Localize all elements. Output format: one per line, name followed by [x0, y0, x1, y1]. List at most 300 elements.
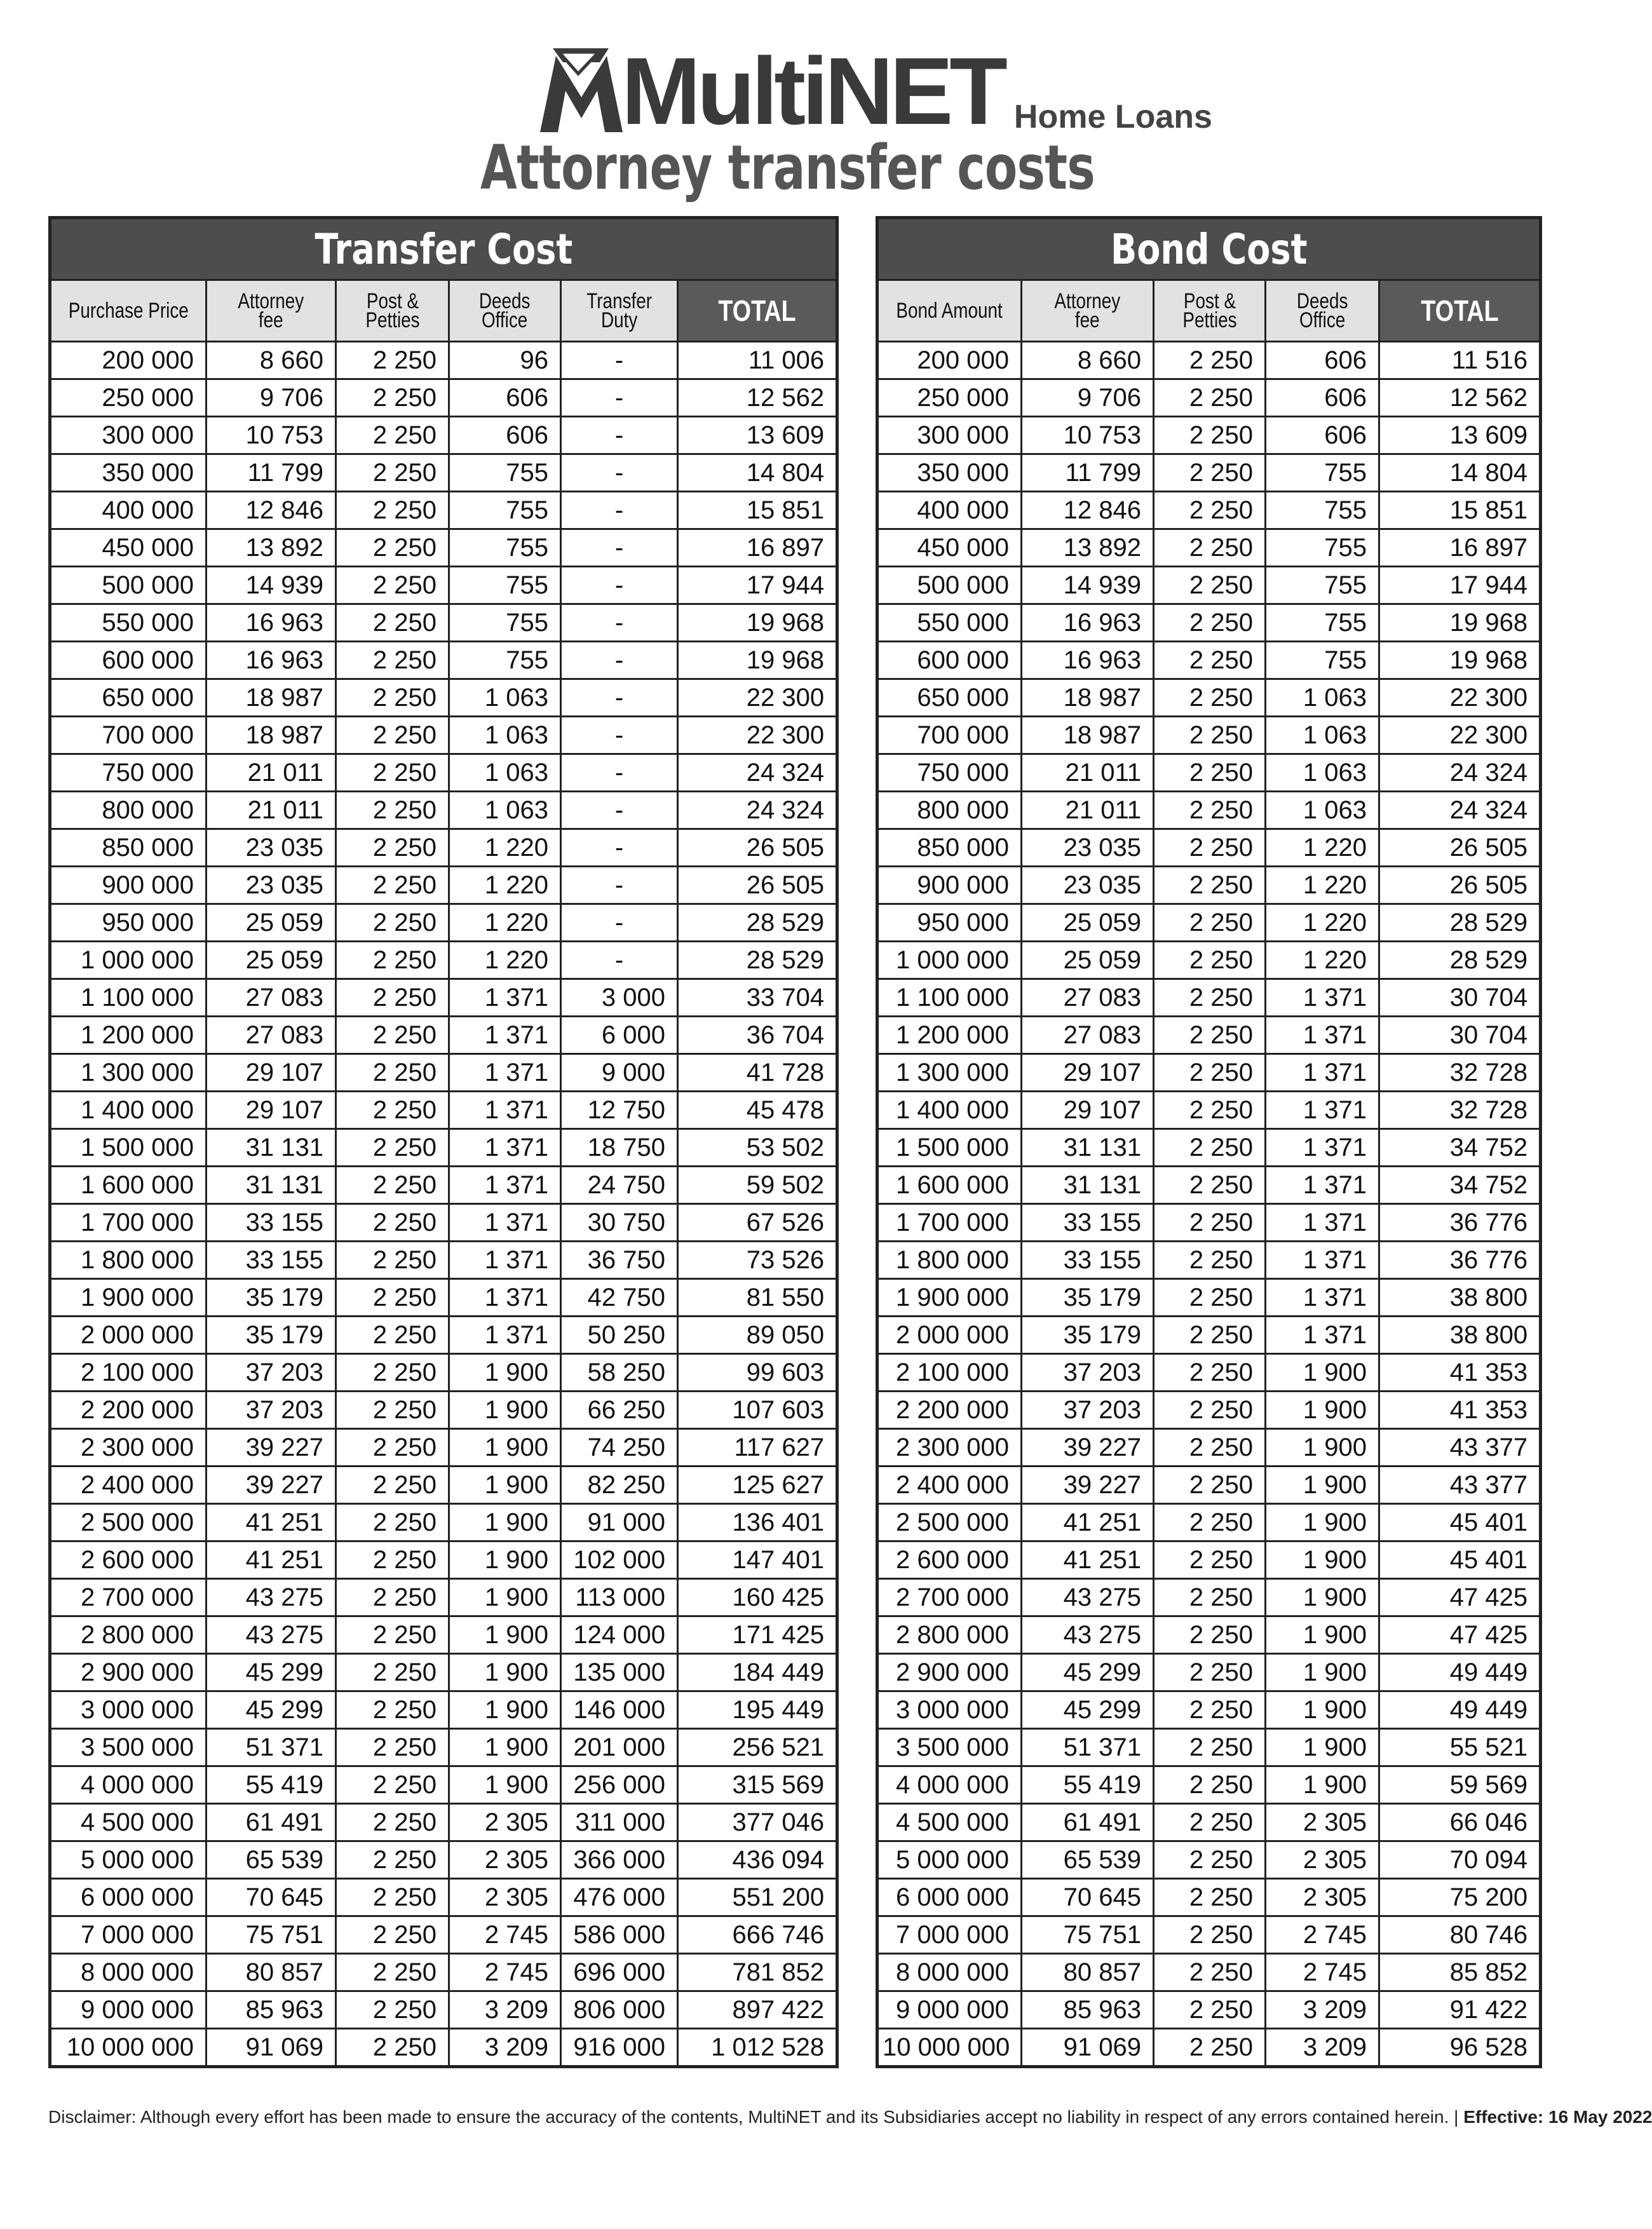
- table-cell: 2 250: [336, 1916, 449, 1954]
- table-cell: 3 000: [561, 979, 678, 1017]
- table-cell: 146 000: [561, 1691, 678, 1729]
- table-row: [877, 1429, 1541, 1467]
- table-cell: 1 063: [1266, 717, 1379, 754]
- table-cell: 2 250: [1154, 942, 1266, 979]
- table-cell: 2 250: [1154, 1766, 1266, 1804]
- table-cell: 366 000: [561, 1841, 678, 1879]
- table-cell: 2 250: [336, 979, 449, 1017]
- table-row: [877, 567, 1541, 604]
- table-cell: 950 000: [50, 904, 207, 942]
- table-cell: 1 300 000: [877, 1054, 1022, 1092]
- table-cell: 45 299: [207, 1691, 336, 1729]
- table-cell: 400 000: [50, 492, 207, 529]
- table-cell: 8 000 000: [877, 1954, 1022, 1991]
- table-cell: 45 299: [1022, 1654, 1154, 1691]
- table-cell: 1 371: [1266, 1017, 1379, 1054]
- table-cell: 96: [449, 342, 561, 379]
- table-row: [877, 1167, 1541, 1204]
- table-cell: 1 900: [1266, 1729, 1379, 1766]
- table-cell: -: [561, 642, 678, 679]
- table-cell: 43 275: [207, 1579, 336, 1616]
- table-cell: 17 944: [1379, 567, 1541, 604]
- table-cell: 75 751: [207, 1916, 336, 1954]
- table-cell: 16 897: [678, 529, 837, 567]
- table-cell: 1 700 000: [50, 1204, 207, 1242]
- table-cell: 91 422: [1379, 1991, 1541, 2029]
- table-cell: 16 963: [1022, 604, 1154, 642]
- table-row: [50, 717, 837, 754]
- table-cell: 2 800 000: [50, 1616, 207, 1654]
- table-cell: 51 371: [207, 1729, 336, 1766]
- table-row: [877, 1616, 1541, 1654]
- table-cell: 2 250: [1154, 1691, 1266, 1729]
- table-cell: 300 000: [877, 417, 1022, 454]
- table-cell: 2 250: [1154, 1054, 1266, 1092]
- table-cell: 1 900: [449, 1654, 561, 1691]
- table-cell: 22 300: [678, 717, 837, 754]
- table-cell: 96 528: [1379, 2029, 1541, 2067]
- table-cell: 61 491: [1022, 1804, 1154, 1841]
- table-cell: 3 000 000: [50, 1691, 207, 1729]
- table-cell: -: [561, 792, 678, 829]
- table-cell: 85 963: [207, 1991, 336, 2029]
- table-cell: 2 250: [336, 1729, 449, 1766]
- table-cell: 2 250: [336, 1991, 449, 2029]
- table-cell: 315 569: [678, 1766, 837, 1804]
- table-row: [50, 1242, 837, 1279]
- table-cell: -: [561, 904, 678, 942]
- table-cell: 11 799: [207, 454, 336, 492]
- table-cell: 2 250: [1154, 717, 1266, 754]
- table-cell: 85 963: [1022, 1991, 1154, 2029]
- table-row: [877, 1242, 1541, 1279]
- table-cell: 91 069: [1022, 2029, 1154, 2067]
- table-cell: 1 900 000: [877, 1279, 1022, 1317]
- table-cell: 53 502: [678, 1129, 837, 1167]
- table-cell: 43 377: [1379, 1429, 1541, 1467]
- table-cell: 2 250: [336, 904, 449, 942]
- table-cell: 33 155: [207, 1204, 336, 1242]
- table-cell: 39 227: [207, 1467, 336, 1504]
- table-cell: 3 500 000: [877, 1729, 1022, 1766]
- table-cell: 2 250: [336, 1129, 449, 1167]
- table-cell: 2 400 000: [50, 1467, 207, 1504]
- table-cell: 3 500 000: [50, 1729, 207, 1766]
- table-cell: 17 944: [678, 567, 837, 604]
- table-row: [50, 1541, 837, 1579]
- table-cell: 171 425: [678, 1616, 837, 1654]
- table-cell: 30 704: [1379, 979, 1541, 1017]
- table-cell: 26 505: [1379, 867, 1541, 904]
- table-cell: 550 000: [50, 604, 207, 642]
- table-cell: 49 449: [1379, 1691, 1541, 1729]
- table-cell: 1 371: [449, 1317, 561, 1354]
- table-cell: 2 600 000: [50, 1541, 207, 1579]
- table-cell: 1 500 000: [877, 1129, 1022, 1167]
- table-cell: 256 521: [678, 1729, 837, 1766]
- table-cell: 1 000 000: [877, 942, 1022, 979]
- table-cell: 21 011: [1022, 754, 1154, 792]
- table-cell: 66 250: [561, 1392, 678, 1429]
- table-cell: 89 050: [678, 1317, 837, 1354]
- bond-cost-banner: Bond Cost: [877, 218, 1541, 280]
- table-row: [50, 1167, 837, 1204]
- table-cell: 755: [449, 529, 561, 567]
- table-cell: 1 220: [449, 867, 561, 904]
- table-row: [50, 379, 837, 417]
- table-row: [50, 1317, 837, 1354]
- table-row: [50, 1279, 837, 1317]
- table-row: [877, 642, 1541, 679]
- table-cell: 2 250: [1154, 1541, 1266, 1579]
- table-cell: 2 745: [1266, 1954, 1379, 1991]
- table-cell: 27 083: [1022, 1017, 1154, 1054]
- table-cell: 916 000: [561, 2029, 678, 2067]
- table-cell: 160 425: [678, 1579, 837, 1616]
- table-cell: 39 227: [207, 1429, 336, 1467]
- table-cell: 755: [1266, 604, 1379, 642]
- table-row: [50, 1429, 837, 1467]
- table-cell: 2 000 000: [50, 1317, 207, 1354]
- table-cell: 200 000: [877, 342, 1022, 379]
- table-cell: 3 000 000: [877, 1691, 1022, 1729]
- table-row: [877, 1841, 1541, 1879]
- table-row: [50, 417, 837, 454]
- table-cell: 10 000 000: [50, 2029, 207, 2067]
- table-cell: 117 627: [678, 1429, 837, 1467]
- table-cell: 23 035: [207, 867, 336, 904]
- table-cell: 476 000: [561, 1879, 678, 1916]
- table-cell: 24 324: [1379, 754, 1541, 792]
- table-cell: 900 000: [50, 867, 207, 904]
- bond-column-header: Deeds Office: [1266, 280, 1379, 342]
- table-row: [877, 1129, 1541, 1167]
- table-row: [50, 1804, 837, 1841]
- table-cell: 136 401: [678, 1504, 837, 1541]
- table-row: [50, 567, 837, 604]
- table-cell: 1 371: [1266, 1129, 1379, 1167]
- table-cell: 200 000: [50, 342, 207, 379]
- table-cell: 2 250: [336, 1017, 449, 1054]
- table-cell: 4 000 000: [50, 1766, 207, 1804]
- table-cell: 1 220: [449, 829, 561, 867]
- table-cell: 3 209: [449, 1991, 561, 2029]
- table-cell: 39 227: [1022, 1467, 1154, 1504]
- table-cell: 2 250: [1154, 417, 1266, 454]
- table-cell: 1 900: [1266, 1392, 1379, 1429]
- table-cell: 1 900: [1266, 1354, 1379, 1392]
- table-cell: 9 000: [561, 1054, 678, 1092]
- table-cell: 25 059: [1022, 942, 1154, 979]
- table-cell: 2 250: [336, 417, 449, 454]
- table-cell: 34 752: [1379, 1167, 1541, 1204]
- table-cell: 2 700 000: [50, 1579, 207, 1616]
- table-cell: 2 305: [1266, 1804, 1379, 1841]
- table-cell: 606: [1266, 417, 1379, 454]
- table-cell: 2 250: [1154, 1467, 1266, 1504]
- table-cell: 55 521: [1379, 1729, 1541, 1766]
- table-cell: 2 250: [336, 492, 449, 529]
- table-cell: 2 250: [336, 604, 449, 642]
- table-cell: 34 752: [1379, 1129, 1541, 1167]
- table-cell: 2 250: [336, 1616, 449, 1654]
- table-cell: 51 371: [1022, 1729, 1154, 1766]
- table-cell: 2 200 000: [877, 1392, 1022, 1429]
- table-cell: 755: [1266, 642, 1379, 679]
- table-cell: 1 800 000: [877, 1242, 1022, 1279]
- table-cell: 43 377: [1379, 1467, 1541, 1504]
- table-cell: 755: [1266, 454, 1379, 492]
- table-cell: 11 006: [678, 342, 837, 379]
- table-row: [50, 1654, 837, 1691]
- table-cell: 606: [449, 417, 561, 454]
- table-cell: 1 500 000: [50, 1129, 207, 1167]
- table-cell: 1 400 000: [877, 1092, 1022, 1129]
- table-cell: 82 250: [561, 1467, 678, 1504]
- table-cell: 41 251: [1022, 1504, 1154, 1541]
- table-cell: 2 250: [1154, 642, 1266, 679]
- table-cell: 2 250: [336, 1054, 449, 1092]
- table-cell: 81 550: [678, 1279, 837, 1317]
- table-row: [50, 1092, 837, 1129]
- table-cell: 41 251: [207, 1541, 336, 1579]
- table-row: [877, 717, 1541, 754]
- table-row: [877, 1654, 1541, 1691]
- table-cell: 39 227: [1022, 1429, 1154, 1467]
- table-cell: 1 371: [449, 1204, 561, 1242]
- table-cell: 1 900: [449, 1616, 561, 1654]
- table-cell: 38 800: [1379, 1279, 1541, 1317]
- table-cell: 2 305: [1266, 1841, 1379, 1879]
- table-cell: 2 250: [336, 1204, 449, 1242]
- table-cell: 13 609: [678, 417, 837, 454]
- table-cell: 2 250: [336, 1392, 449, 1429]
- table-cell: 19 968: [1379, 642, 1541, 679]
- table-cell: 66 046: [1379, 1804, 1541, 1841]
- table-cell: 1 371: [1266, 1317, 1379, 1354]
- table-cell: 1 371: [1266, 979, 1379, 1017]
- table-row: [877, 867, 1541, 904]
- table-cell: 45 299: [1022, 1691, 1154, 1729]
- table-cell: 102 000: [561, 1541, 678, 1579]
- table-cell: 1 900: [449, 1504, 561, 1541]
- table-cell: 70 645: [1022, 1879, 1154, 1916]
- table-cell: 950 000: [877, 904, 1022, 942]
- table-cell: 750 000: [50, 754, 207, 792]
- table-cell: 2 250: [1154, 1916, 1266, 1954]
- transfer-column-header: Purchase Price: [50, 280, 207, 342]
- transfer-column-header: Post & Petties: [336, 280, 449, 342]
- table-cell: 1 371: [1266, 1242, 1379, 1279]
- table-row: [877, 379, 1541, 417]
- table-cell: 14 804: [1379, 454, 1541, 492]
- table-row: [877, 1392, 1541, 1429]
- table-cell: 125 627: [678, 1467, 837, 1504]
- table-cell: 2 250: [1154, 1279, 1266, 1317]
- table-cell: 5 000 000: [50, 1841, 207, 1879]
- table-cell: 2 250: [1154, 1579, 1266, 1616]
- table-cell: -: [561, 717, 678, 754]
- table-cell: 800 000: [50, 792, 207, 829]
- table-cell: 436 094: [678, 1841, 837, 1879]
- table-row: [50, 529, 837, 567]
- table-cell: 135 000: [561, 1654, 678, 1691]
- table-cell: 2 500 000: [50, 1504, 207, 1541]
- table-cell: 1 900: [449, 1392, 561, 1429]
- table-row: [877, 604, 1541, 642]
- table-row: [50, 904, 837, 942]
- table-row: [50, 1354, 837, 1392]
- table-cell: 13 892: [207, 529, 336, 567]
- table-cell: 2 900 000: [50, 1654, 207, 1691]
- table-cell: 1 900: [449, 1579, 561, 1616]
- table-row: [50, 1916, 837, 1954]
- transfer-column-header: Transfer Duty: [561, 280, 678, 342]
- table-cell: 42 750: [561, 1279, 678, 1317]
- table-cell: 2 250: [336, 754, 449, 792]
- table-cell: 9 706: [1022, 379, 1154, 417]
- table-cell: 124 000: [561, 1616, 678, 1654]
- table-cell: 9 706: [207, 379, 336, 417]
- table-cell: 31 131: [207, 1167, 336, 1204]
- table-cell: 22 300: [1379, 679, 1541, 717]
- table-cell: 2 250: [336, 567, 449, 604]
- table-cell: 2 250: [336, 454, 449, 492]
- table-cell: 29 107: [1022, 1054, 1154, 1092]
- table-row: [50, 1691, 837, 1729]
- table-cell: 2 250: [1154, 529, 1266, 567]
- table-row: [877, 1691, 1541, 1729]
- table-cell: 450 000: [50, 529, 207, 567]
- table-cell: 2 250: [1154, 1017, 1266, 1054]
- table-cell: 80 857: [1022, 1954, 1154, 1991]
- table-cell: 41 353: [1379, 1392, 1541, 1429]
- table-cell: 8 000 000: [50, 1954, 207, 1991]
- table-cell: 1 700 000: [877, 1204, 1022, 1242]
- table-cell: 16 897: [1379, 529, 1541, 567]
- table-cell: 23 035: [207, 829, 336, 867]
- table-cell: 1 200 000: [50, 1017, 207, 1054]
- table-cell: 1 371: [1266, 1092, 1379, 1129]
- table-row: [50, 342, 837, 379]
- table-cell: 31 131: [1022, 1129, 1154, 1167]
- table-cell: 37 203: [207, 1354, 336, 1392]
- table-cell: 1 900: [1266, 1504, 1379, 1541]
- table-cell: 1 600 000: [50, 1167, 207, 1204]
- table-cell: 250 000: [50, 379, 207, 417]
- table-cell: 29 107: [207, 1092, 336, 1129]
- table-cell: 5 000 000: [877, 1841, 1022, 1879]
- table-row: [50, 1467, 837, 1504]
- table-cell: 3 209: [449, 2029, 561, 2067]
- table-cell: 2 250: [1154, 754, 1266, 792]
- table-cell: 2 250: [1154, 567, 1266, 604]
- table-cell: 2 250: [336, 529, 449, 567]
- table-cell: -: [561, 379, 678, 417]
- table-cell: 85 852: [1379, 1954, 1541, 1991]
- table-cell: 2 250: [336, 1879, 449, 1916]
- table-cell: 35 179: [207, 1279, 336, 1317]
- bond-column-header: Attorney fee: [1022, 280, 1154, 342]
- table-cell: 1 900: [1266, 1541, 1379, 1579]
- table-row: [50, 1954, 837, 1991]
- table-cell: 1 012 528: [678, 2029, 837, 2067]
- table-cell: 18 987: [1022, 717, 1154, 754]
- transfer-column-header: Attorney fee: [207, 280, 336, 342]
- table-cell: -: [561, 829, 678, 867]
- table-cell: 2 305: [449, 1804, 561, 1841]
- table-cell: 1 900: [1266, 1691, 1379, 1729]
- table-cell: 2 250: [1154, 1242, 1266, 1279]
- table-cell: 91 000: [561, 1504, 678, 1541]
- table-cell: 12 846: [207, 492, 336, 529]
- table-cell: 2 700 000: [877, 1579, 1022, 1616]
- table-cell: 24 750: [561, 1167, 678, 1204]
- table-cell: 1 900: [449, 1541, 561, 1579]
- table-cell: 806 000: [561, 1991, 678, 2029]
- table-cell: -: [561, 754, 678, 792]
- table-cell: 377 046: [678, 1804, 837, 1841]
- table-row: [50, 1054, 837, 1092]
- table-cell: 755: [449, 642, 561, 679]
- table-cell: 15 851: [678, 492, 837, 529]
- table-cell: 600 000: [877, 642, 1022, 679]
- table-row: [50, 754, 837, 792]
- table-cell: 500 000: [877, 567, 1022, 604]
- table-cell: 650 000: [50, 679, 207, 717]
- table-cell: 80 746: [1379, 1916, 1541, 1954]
- table-cell: 19 968: [678, 642, 837, 679]
- table-cell: 4 500 000: [877, 1804, 1022, 1841]
- table-cell: 1 220: [1266, 942, 1379, 979]
- table-cell: 2 250: [336, 717, 449, 754]
- table-cell: 2 250: [1154, 1804, 1266, 1841]
- multinet-logo-icon: [534, 43, 629, 139]
- table-row: [877, 1954, 1541, 1991]
- table-cell: 1 900 000: [50, 1279, 207, 1317]
- table-row: [50, 679, 837, 717]
- table-cell: 12 846: [1022, 492, 1154, 529]
- table-cell: 1 900: [1266, 1579, 1379, 1616]
- table-row: [877, 829, 1541, 867]
- table-cell: 1 900: [449, 1729, 561, 1766]
- table-cell: 2 250: [1154, 867, 1266, 904]
- table-cell: 1 900: [1266, 1766, 1379, 1804]
- table-cell: -: [561, 942, 678, 979]
- table-cell: 28 529: [1379, 942, 1541, 979]
- table-cell: 2 250: [1154, 1991, 1266, 2029]
- table-cell: 45 401: [1379, 1541, 1541, 1579]
- table-cell: 31 131: [1022, 1167, 1154, 1204]
- table-cell: 2 250: [1154, 1879, 1266, 1916]
- bond-cost-table: [876, 216, 1542, 2068]
- table-cell: 2 250: [1154, 904, 1266, 942]
- table-cell: 55 419: [207, 1766, 336, 1804]
- table-cell: 1 371: [1266, 1054, 1379, 1092]
- table-cell: 65 539: [1022, 1841, 1154, 1879]
- table-cell: 755: [1266, 529, 1379, 567]
- table-cell: 11 799: [1022, 454, 1154, 492]
- table-cell: 2 250: [336, 642, 449, 679]
- table-cell: 1 200 000: [877, 1017, 1022, 1054]
- table-cell: 67 526: [678, 1204, 837, 1242]
- table-cell: 755: [449, 604, 561, 642]
- table-row: [877, 1916, 1541, 1954]
- table-cell: 2 250: [1154, 979, 1266, 1017]
- table-cell: 3 209: [1266, 2029, 1379, 2067]
- table-cell: 10 753: [207, 417, 336, 454]
- table-cell: 256 000: [561, 1766, 678, 1804]
